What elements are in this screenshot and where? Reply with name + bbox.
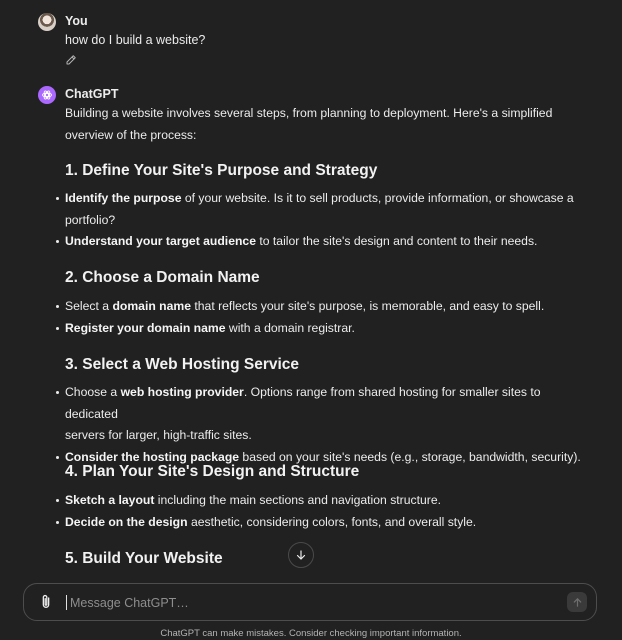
- list-item: Register your domain name with a domain registrar.: [65, 318, 595, 340]
- list-item: Select a domain name that reflects your site's purpose, is memorable, and easy to spell.: [65, 296, 595, 318]
- section-heading-3: 3. Select a Web Hosting Service: [65, 356, 300, 373]
- list-item: Choose a web hosting provider. Options range from shared hosting for smaller sites to dedicated servers for larger, high-traffic sites.: [65, 382, 595, 447]
- list-item: Decide on the design aesthetic, considering colors, fonts, and overall style.: [65, 512, 595, 534]
- section-heading-4: 4. Plan Your Site's Design and Structure: [65, 463, 360, 480]
- list-item: Understand your target audience to tailor the site's design and content to their needs.: [65, 231, 595, 253]
- message-input[interactable]: [68, 592, 542, 614]
- user-avatar: [38, 13, 56, 31]
- text-caret: [66, 595, 67, 610]
- list-item: Identify the purpose of your website. Is it to sell products, provide information, or showcase a portfolio?: [65, 188, 595, 231]
- arrow-up-icon: [572, 597, 583, 608]
- assistant-name: ChatGPT: [65, 87, 119, 101]
- user-name: You: [65, 14, 88, 28]
- message-composer: [23, 583, 597, 621]
- list-item: Consider the hosting package based on your site's needs (e.g., storage, bandwidth, security).: [65, 447, 595, 469]
- user-message: [38, 13, 608, 73]
- section-heading-2: 2. Choose a Domain Name: [65, 269, 260, 286]
- section-list-3: [65, 382, 595, 468]
- section-heading-1: 1. Define Your Site's Purpose and Strategy: [65, 162, 378, 179]
- disclaimer-text: ChatGPT can make mistakes. Consider checking important information.: [160, 628, 462, 639]
- section-list-4: [65, 490, 595, 533]
- arrow-down-icon: [295, 549, 307, 561]
- section-list-2: [65, 296, 595, 339]
- intro-line-2: overview of the process:: [65, 127, 197, 142]
- pencil-icon[interactable]: [65, 54, 77, 66]
- section-heading-5: 5. Build Your Website: [65, 550, 223, 567]
- intro-line-1: Building a website involves several steps, from planning to deployment. Here's a simplified: [65, 106, 553, 120]
- user-message-text: how do I build a website?: [65, 33, 206, 47]
- openai-logo-icon: [38, 86, 56, 104]
- list-item: Sketch a layout including the main sections and navigation structure.: [65, 490, 595, 512]
- section-list-1: [65, 188, 595, 253]
- scroll-down-button[interactable]: [288, 542, 314, 568]
- paperclip-icon[interactable]: [38, 594, 54, 610]
- send-button[interactable]: [567, 592, 587, 612]
